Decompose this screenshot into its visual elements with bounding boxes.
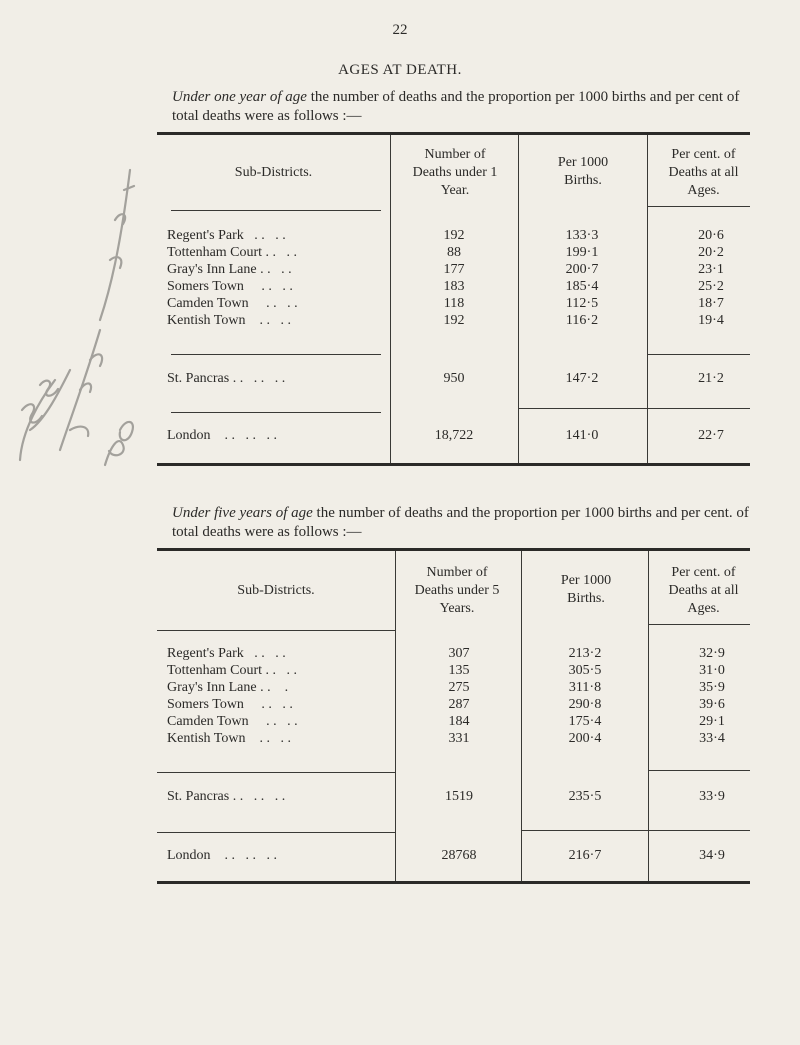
header-per-1000-births: Per 1000 Births. [560, 573, 612, 606]
header-number-of-deaths: Number of Deaths under 1 Year. [412, 147, 498, 198]
header-per-1000-births: Per 1000 Births. [557, 155, 609, 188]
row-rule [647, 354, 750, 355]
section-title: AGES AT DEATH. [338, 62, 462, 78]
table-bottom-rule [157, 881, 750, 884]
header-sub-districts: Sub-Districts. [237, 583, 315, 598]
row-rule [521, 830, 750, 831]
intro-italic: Under one year of age [172, 89, 307, 105]
row-rule [648, 770, 750, 771]
header-rule [648, 624, 750, 625]
table-top-rule [157, 548, 750, 551]
row-rule [171, 412, 381, 413]
handwritten-note-image [0, 130, 150, 470]
table-bottom-rule [157, 463, 750, 466]
table-under-one-year: Sub-Districts. Number of Deaths under 1 Year. Per 1000 Births. Per cent. of Deaths at all Ages. Regent's Park . . . . 192 133·3 20·6 Tottenham Court . . . . 88 199·1 20·2 Gray's Inn Lane . . . . 177 200·7 23·1 Somers Town . . . . 183 185·4 25·2 Camden Town . . . . 118 112·5 18·7 Kentish Town . . . . 192 116·2 19·4 St. Pancras . . . . . . 950 147·2 21·2 London . . . . . . 18,722 141·0 22·7 [157, 132, 750, 466]
intro-text: the number of deaths and the proportion per 1000 births and per cent of total deaths were as follows :— [172, 89, 740, 124]
row-rule [157, 832, 395, 833]
row-rule [157, 772, 395, 773]
header-rule [647, 206, 750, 207]
header-sub-districts: Sub-Districts. [234, 165, 313, 180]
table-under-five-years: Sub-Districts. Number of Deaths under 5 Years. Per 1000 Births. Per cent. of Deaths at all Ages. Regent's Park . . . . 307 213·2 32·9 Tottenham Court . . . . 135 305·5 31·0 Gray's Inn Lane . . . 275 311·8 35·9 Somers Town . . . . 287 290·8 39·6 Camden Town . . . . 184 175·4 29·1 Kentish Town . . . . 331 200·4 33·4 St. Pancras . . . . . . 1519 235·5 33·9 London . . . . . . 28768 216·7 34·9 [157, 548, 750, 884]
header-per-cent-of-deaths: Per cent. of Deaths at all Ages. [668, 147, 739, 198]
header-per-cent-of-deaths: Per cent. of Deaths at all Ages. [668, 565, 739, 616]
intro-text: the number of deaths and the proportion per 1000 births and per cent. of total deaths were as follows :— [172, 505, 749, 540]
intro-paragraph-under-five-years [172, 504, 762, 542]
header-rule [157, 630, 395, 631]
row-rule [518, 408, 750, 409]
header-rule [171, 210, 381, 211]
intro-paragraph-under-one-year [172, 88, 762, 126]
row-rule [171, 354, 381, 355]
table-top-rule [157, 132, 750, 135]
header-number-of-deaths: Number of Deaths under 5 Years. [414, 565, 500, 616]
intro-italic: Under five years of age [172, 505, 313, 521]
page-number: 22 [392, 22, 408, 38]
